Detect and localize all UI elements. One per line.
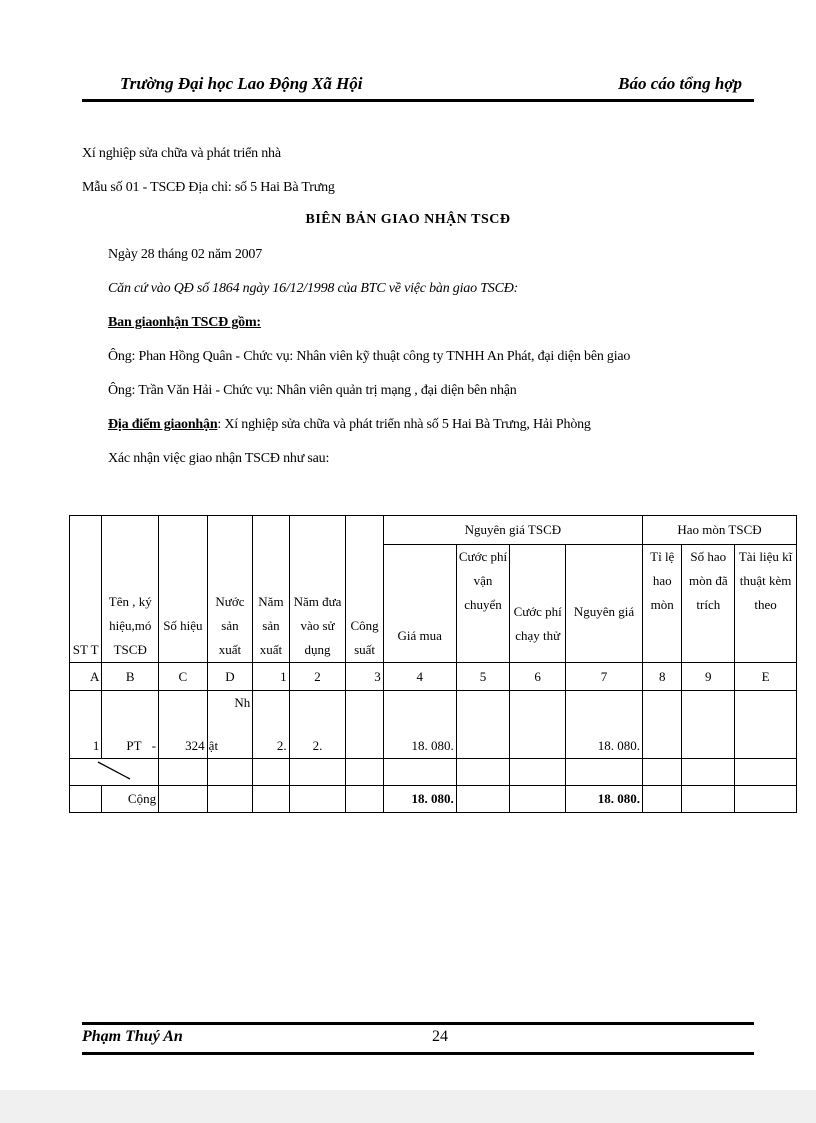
col-nam-sx-l2: sản [262,618,280,633]
total-stt [70,786,102,813]
empty-cell [456,786,510,813]
cell-tai-lieu [735,691,797,759]
page-number: 24 [432,1028,448,1045]
col-nguyen-gia-label: Nguyên giá [573,604,635,619]
code-cell: 7 [566,663,643,691]
empty-cell [510,759,566,786]
header-rule [82,99,754,102]
code-cell: B [102,663,159,691]
document-title: BIÊN BẢN GIAO NHẬN TSCĐ [305,212,511,227]
empty-cell [289,786,346,813]
table-row-empty [70,759,797,786]
col-so-hao-mon-l3: trích [696,597,721,612]
col-so-hao-mon-l1: Số hao [690,549,727,564]
col-ten-l2: hiệu,mó [109,618,152,633]
col-so-hao-mon [682,545,735,663]
col-stt [70,516,102,663]
col-cuoc-vc-l2: vận [473,573,493,588]
cell-ten [102,691,159,759]
empty-cell [207,759,253,786]
cell-cuoc-ct [510,691,566,759]
code-cell: 9 [682,663,735,691]
location-label: Địa điểm giaonhận [108,417,218,432]
footer-author: Phạm Thuý An [82,1028,183,1045]
col-cuoc-ct [510,545,566,663]
col-nam-sx-l3: xuất [259,642,283,657]
cell-nam-sx: 2. [253,691,289,759]
cell-nuoc-top: Nh [234,695,251,710]
col-cong-suat-l2: suất [354,642,376,657]
document-date: Ngày 28 tháng 02 năm 2007 [108,247,263,262]
cell-ten-dash: - [151,738,157,753]
total-gia-mua: 18. 080. [383,786,456,813]
location-line [108,417,591,433]
col-cuoc-vc-l1: Cước phí [458,549,508,564]
code-cell: 4 [383,663,456,691]
cell-cong-suat [346,691,383,759]
cell-nguyen-gia: 18. 080. [566,691,643,759]
empty-cell [566,759,643,786]
header-row-groups [70,516,797,545]
empty-cell [346,759,383,786]
col-nam-sx-l1: Năm [258,594,284,609]
diagonal-cell [70,759,159,786]
col-nam-dua-l2: vào sử [300,618,335,633]
header-school: Trường Đại học Lao Động Xã Hội [120,74,363,93]
col-nguyen-gia [566,545,643,663]
col-tai-lieu-l2: thuật kèm [739,573,792,588]
cell-nuoc [207,691,253,759]
code-cell: E [735,663,797,691]
empty-cell [682,786,735,813]
cell-nuoc-bottom: ật [208,738,219,753]
col-cuoc-vc-l3: chuyển [464,597,502,612]
cell-stt: 1 [70,691,102,759]
empty-cell [682,759,735,786]
col-nuoc [207,516,253,663]
col-ti-le-l3: mòn [650,597,674,612]
cell-so-hieu: 324 [159,691,208,759]
footer-rule-bottom [82,1052,754,1055]
empty-cell [159,759,208,786]
code-cell: 3 [346,663,383,691]
col-tai-lieu [735,545,797,663]
col-tai-lieu-l3: theo [754,597,777,612]
empty-cell [643,786,682,813]
col-cuoc-ct-l1: Cước phí [513,604,562,619]
group-hao-mon-label: Hao mòn TSCĐ [677,522,762,537]
legal-basis: Căn cứ vào QĐ số 1864 ngày 16/12/1998 của BTC về việc bàn giao TSCĐ: [108,281,519,296]
col-cong-suat [346,516,383,663]
code-cell: 1 [253,663,289,691]
group-nguyen-gia [383,516,642,545]
col-tai-lieu-l1: Tài liệu kĩ [738,549,793,564]
empty-cell [346,786,383,813]
form-line: Mẫu số 01 - TSCĐ Địa chỉ: số 5 Hai Bà Trưng [82,180,335,195]
member-receiver: Ông: Trần Văn Hải - Chức vụ: Nhân viên quản trị mạng , đại diện bên nhận [108,383,517,398]
empty-cell [159,786,208,813]
group-hao-mon [643,516,797,545]
empty-cell [456,759,510,786]
cell-cuoc-vc [456,691,510,759]
cell-nam-dua: 2. [289,691,346,759]
col-stt-label: ST T [72,642,99,657]
empty-cell [735,759,797,786]
code-cell: 2 [289,663,346,691]
col-cong-suat-l1: Công [350,618,379,633]
cell-gia-mua: 18. 080. [383,691,456,759]
table-row [70,691,797,759]
col-nuoc-l1: Nước [215,594,245,609]
code-cell: D [207,663,253,691]
total-nguyen-gia: 18. 080. [566,786,643,813]
group-nguyen-gia-label: Nguyên giá TSCĐ [464,522,562,537]
code-cell: 5 [456,663,510,691]
empty-cell [643,759,682,786]
confirmation-line: Xác nhận việc giao nhận TSCĐ như sau: [108,451,330,466]
col-ti-le-l1: Tỉ lệ [650,549,675,564]
col-cuoc-vc [456,545,510,663]
empty-cell [735,786,797,813]
code-cell: A [70,663,102,691]
col-gia-mua [383,545,456,663]
col-nam-sx [253,516,289,663]
col-ten-l3: TSCĐ [113,642,147,657]
cell-ten-text: PT [126,738,142,753]
code-cell: 8 [643,663,682,691]
col-cuoc-ct-l2: chạy thử [515,628,561,643]
col-ti-le [643,545,682,663]
asset-table [69,515,797,813]
code-cell: 6 [510,663,566,691]
org-name: Xí nghiệp sửa chữa và phát triển nhà [82,146,281,161]
cell-ti-le [643,691,682,759]
total-label: Cộng [102,786,159,813]
page-bottom-strip [0,1090,816,1123]
code-row [70,663,797,691]
empty-cell [207,786,253,813]
empty-cell [253,759,289,786]
col-nam-dua-l3: dụng [304,642,331,657]
empty-cell [289,759,346,786]
member-giver: Ông: Phan Hồng Quân - Chức vụ: Nhân viên kỹ thuật công ty TNHH An Phát, đại diện bên giao [108,349,631,364]
col-nam-dua [289,516,346,663]
code-cell: C [159,663,208,691]
col-gia-mua-label: Giá mua [397,628,442,643]
diagonal-stroke [70,759,158,786]
empty-cell [253,786,289,813]
total-row [70,786,797,813]
col-nam-dua-l1: Năm đưa [293,594,342,609]
col-ten [102,516,159,663]
empty-cell [510,786,566,813]
col-nuoc-l3: xuất [218,642,242,657]
col-nuoc-l2: sản [221,618,239,633]
empty-cell [383,759,456,786]
col-ti-le-l2: hao [652,573,672,588]
cell-so-hao-mon [682,691,735,759]
location-text: : Xí nghiệp sửa chữa và phát triển nhà số 5 Hai Bà Trưng, Hải Phòng [217,417,591,432]
col-so-hieu-label: Số hiệu [163,618,203,633]
footer-rule-top [82,1022,754,1025]
committee-label: Ban giaonhận TSCĐ gồm: [108,315,261,330]
col-so-hao-mon-l2: mòn đã [688,573,728,588]
col-ten-l1: Tên , ký [108,594,152,609]
col-so-hieu [159,516,208,663]
header-report-title: Báo cáo tổng hợp [618,74,742,93]
